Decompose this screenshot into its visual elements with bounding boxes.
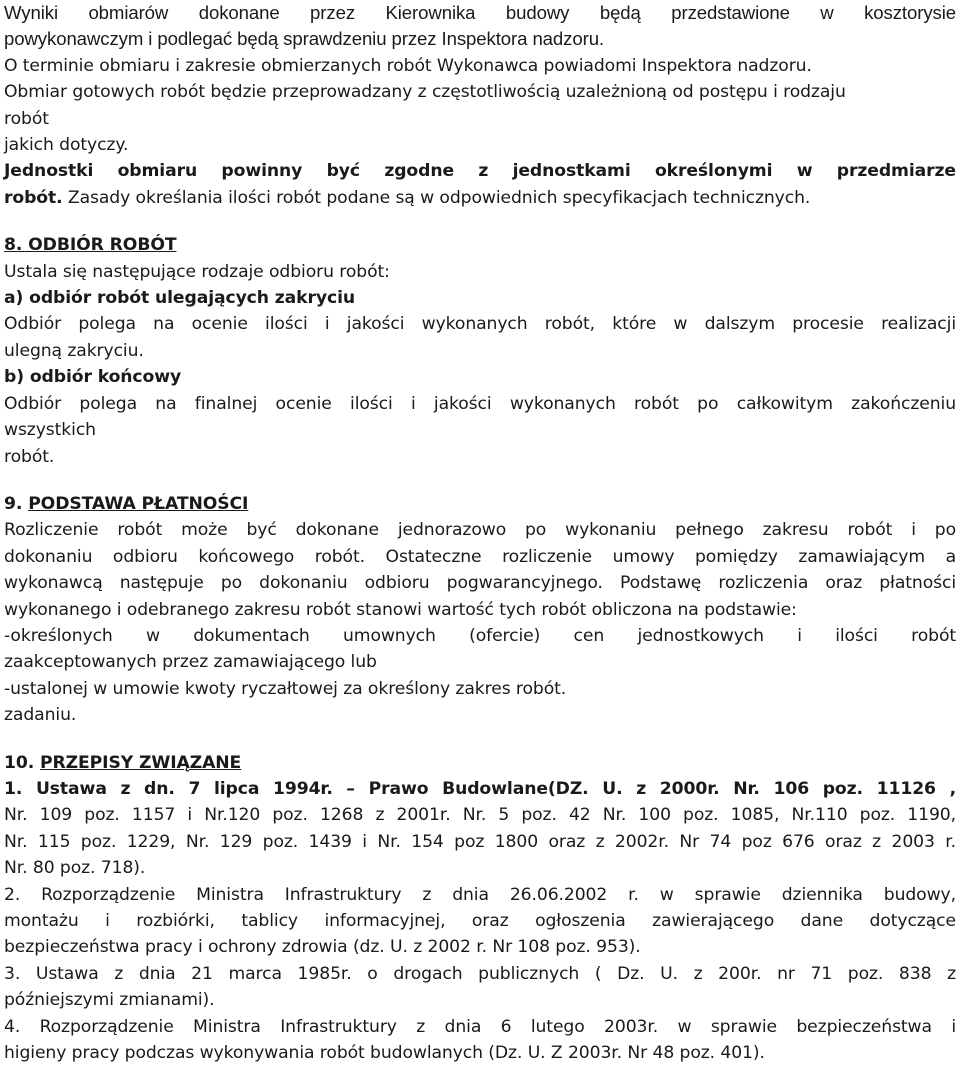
text-line: montażu i rozbiórki, tablicy informacyjnej, oraz ogłoszenia zawierającego dane dotyczące xyxy=(4,911,956,931)
text-line: jakich dotyczy. xyxy=(4,135,129,156)
text-line: Obmiar gotowych robót będzie przeprowadzany z częstotliwością uzależnioną od postępu i rodzaju xyxy=(4,82,846,103)
text-line: O terminie obmiaru i zakresie obmierzanych robót Wykonawca powiadomi Inspektora nadzoru. xyxy=(4,55,812,76)
section-heading: 8. ODBIÓR ROBÓT xyxy=(4,235,177,256)
text-line: Nr. 109 poz. 1157 i Nr.120 poz. 1268 z 2001r. Nr. 5 poz. 42 Nr. 100 poz. 1085, Nr.110 poz. 1190, xyxy=(4,805,956,826)
text-line: wykonanego i odebranego zakresu robót stanowi wartość tych robót obliczona na podstawie: xyxy=(4,599,797,620)
text-line: Nr. 80 poz. 718). xyxy=(4,858,146,879)
subsection-title: a) odbiór robót ulegających zakryciu xyxy=(4,288,356,309)
text-line: ulegną zakryciu. xyxy=(4,340,144,361)
list-item-title: 1. Ustawa z dn. 7 lipca 1994r. – Prawo Budowlane(DZ. U. z 2000r. Nr. 106 poz. 11126 , xyxy=(4,778,956,799)
text-line: dokonaniu odbioru końcowego robót. Ostateczne rozliczenie umowy pomiędzy zamawiającym a xyxy=(4,546,956,567)
text-line: bezpieczeństwa pracy i ochrony zdrowia (dz. U. z 2002 r. Nr 108 poz. 953). xyxy=(4,937,641,958)
text-line xyxy=(4,185,956,211)
text-line: 4. Rozporządzenie Ministra Infrastruktury z dnia 6 lutego 2003r. w sprawie bezpieczeństwa i xyxy=(4,1016,956,1037)
text-line: Nr. 115 poz. 1229, Nr. 129 poz. 1439 i Nr. 154 poz 1800 oraz z 2002r. Nr 74 poz 676 oraz z 2003 r. xyxy=(4,831,956,852)
text-line: Odbiór polega na finalnej ocenie ilości i jakości wykonanych robót po całkowitym zakończeniu xyxy=(4,393,956,414)
text-line: powykonawczym i podlegać będą sprawdzeniu przez Inspektora nadzoru. xyxy=(4,28,605,50)
text-line: 3. Ustawa z dnia 21 marca 1985r. o drogach publicznych ( Dz. U. z 200r. nr 71 poz. 838 z xyxy=(4,963,956,984)
text-line: -określonych w dokumentach umownych (ofercie) cen jednostkowych i ilości robót xyxy=(4,625,956,646)
text-line: Ustala się następujące rodzaje odbioru robót: xyxy=(4,261,390,282)
heading-text: PODSTAWA PŁATNOŚCI xyxy=(28,493,249,514)
text-line: wszystkich xyxy=(4,420,96,441)
text-line: -ustalonej w umowie kwoty ryczałtowej za określony zakres robót. xyxy=(4,678,567,699)
text-line-bold: Jednostki obmiaru powinny być zgodne z jednostkami określonymi w przedmiarze xyxy=(4,161,956,182)
section-10 xyxy=(4,750,956,1067)
text-line: zadaniu. xyxy=(4,705,77,726)
text-line: wykonawcą następuje po dokonaniu odbioru pogwarancyjnego. Podstawę rozliczenia oraz płatności xyxy=(4,573,956,594)
text-line: higieny pracy podczas wykonywania robót budowlanych (Dz. U. Z 2003r. Nr 48 poz. 401). xyxy=(4,1043,765,1064)
subsection-title: b) odbiór końcowy xyxy=(4,367,182,388)
heading-number: 9. xyxy=(4,493,23,514)
text-line: Odbiór polega na ocenie ilości i jakości wykonanych robót, które w dalszym procesie realizacji xyxy=(4,314,956,335)
text-line: Wyniki obmiarów dokonane przez Kierownika budowy będą przedstawione w kosztorysie xyxy=(4,2,956,23)
intro-section xyxy=(4,0,956,211)
text-fragment: Zasady określania ilości robót podane są w odpowiednich specyfikacjach technicznych. xyxy=(62,187,811,208)
text-line: 2. Rozporządzenie Ministra Infrastruktury z dnia 26.06.2002 r. w sprawie dziennika budowy, xyxy=(4,884,956,905)
text-line: późniejszymi zmianami). xyxy=(4,990,215,1011)
text-line: Rozliczenie robót może być dokonane jednorazowo po wykonaniu pełnego zakresu robót i po xyxy=(4,520,956,541)
section-8 xyxy=(4,232,956,470)
section-9 xyxy=(4,491,956,729)
heading-number: 10. xyxy=(4,752,35,773)
bold-fragment: robót. xyxy=(4,187,63,208)
text-line: zaakceptowanych przez zamawiającego lub xyxy=(4,652,377,673)
heading-text: PRZEPISY ZWIĄZANE xyxy=(40,752,242,773)
section-heading xyxy=(4,491,956,517)
section-heading xyxy=(4,750,956,776)
text-line: robót xyxy=(4,108,49,129)
text-line: robót. xyxy=(4,446,55,467)
